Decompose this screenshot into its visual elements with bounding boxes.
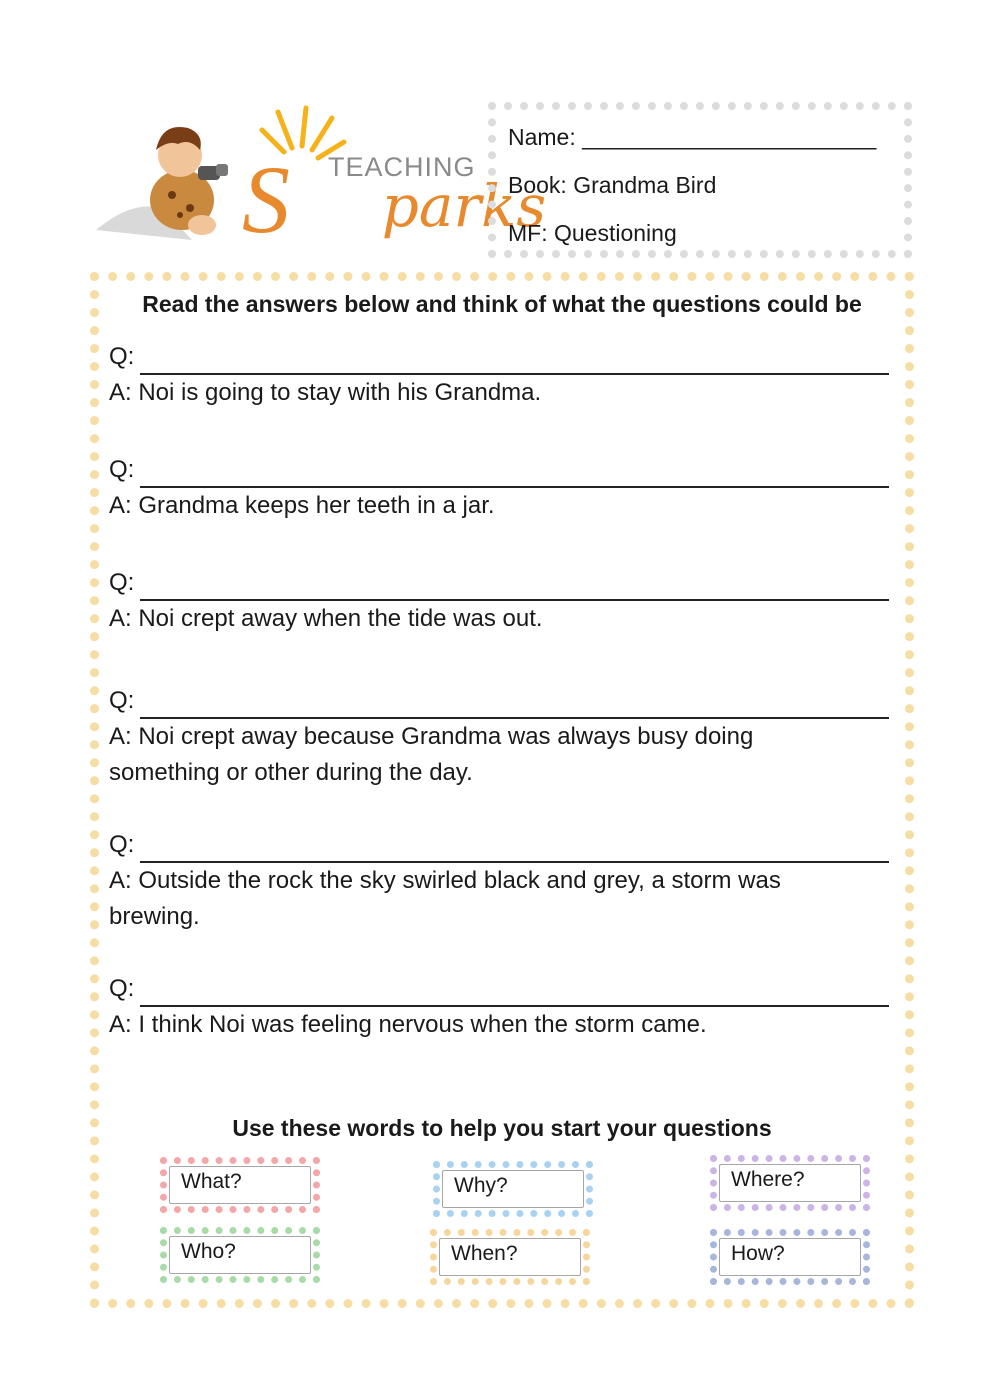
answer-text-line-2: brewing.: [109, 903, 200, 930]
question-answer-line[interactable]: [140, 983, 889, 1007]
qa-item-5: [109, 827, 889, 935]
question-label: Q:: [109, 975, 135, 1002]
word-label: Why?: [454, 1174, 508, 1197]
answer-text-line-2: something or other during the day.: [109, 759, 473, 786]
qa-item-6: [109, 971, 889, 1043]
qa-item-3: [109, 565, 889, 637]
question-answer-line[interactable]: [140, 839, 889, 863]
word-box-when: [430, 1229, 590, 1285]
question-label: Q:: [109, 831, 135, 858]
book-title: Book: Grandma Bird: [508, 172, 717, 198]
name-field[interactable]: Name: _______________________: [508, 124, 877, 150]
word-label: When?: [451, 1242, 518, 1265]
answer-text: A: Noi crept away when the tide was out.: [109, 605, 543, 632]
student-info-box: [488, 102, 912, 258]
word-box-how: [710, 1229, 870, 1285]
word-label: Who?: [181, 1240, 236, 1263]
word-box-who: [160, 1227, 320, 1283]
question-answer-line[interactable]: [140, 695, 889, 719]
question-words-heading: Use these words to help you start your questions: [232, 1115, 772, 1141]
qa-item-2: [109, 452, 889, 524]
question-label: Q:: [109, 343, 135, 370]
logo-brand-top: TEACHING: [328, 152, 476, 182]
instructions-heading: Read the answers below and think of what the questions could be: [142, 291, 862, 317]
question-answer-line[interactable]: [140, 577, 889, 601]
question-label: Q:: [109, 687, 135, 714]
mf-label: MF: Questioning: [508, 220, 677, 246]
qa-item-4: [109, 683, 889, 791]
question-answer-line[interactable]: [140, 464, 889, 488]
word-label: Where?: [731, 1168, 805, 1191]
word-box-where: [710, 1155, 870, 1211]
teaching-sparks-logo: [92, 100, 547, 250]
question-label: Q:: [109, 569, 135, 596]
answer-text-line-1: A: Noi crept away because Grandma was always busy doing: [109, 723, 754, 750]
question-label: Q:: [109, 456, 135, 483]
word-label: What?: [181, 1170, 242, 1193]
answer-text-line-1: A: Outside the rock the sky swirled black and grey, a storm was: [109, 867, 781, 894]
word-label: How?: [731, 1242, 785, 1265]
answer-text: A: Noi is going to stay with his Grandma.: [109, 379, 542, 406]
logo-brand-bottom: parks: [381, 172, 547, 240]
worksheet-main-box: [90, 272, 914, 1308]
qa-item-1: [109, 339, 889, 411]
question-answer-line[interactable]: [140, 351, 889, 375]
answer-text: A: Grandma keeps her teeth in a jar.: [109, 492, 495, 519]
answer-text: A: I think Noi was feeling nervous when the storm came.: [109, 1011, 707, 1038]
word-box-why: [433, 1161, 593, 1217]
svg-text:S: S: [242, 146, 290, 250]
word-box-what: [160, 1157, 320, 1213]
